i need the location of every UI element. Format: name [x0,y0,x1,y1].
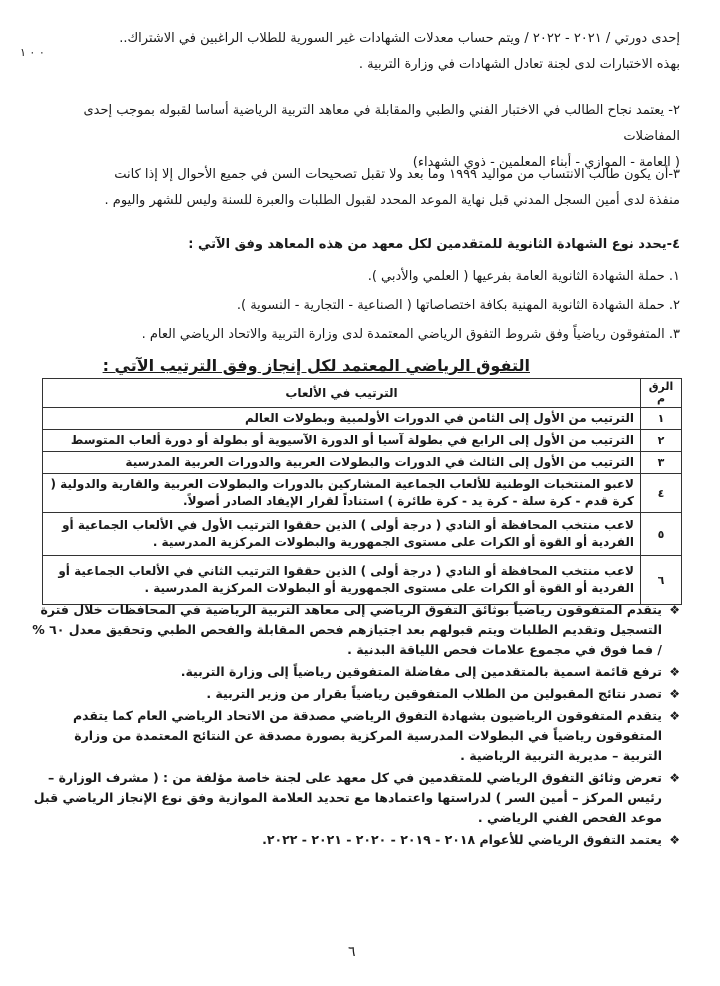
row-description: لاعب منتخب المحافظة أو النادي ( درجة أولى ) الذين حققوا الترتيب الثاني في الألعاب الجماعية أو الفردية أو القوة أو الكرات على مستوى الجمهورية أو البطولات المركزية المدرسية . [43,556,641,605]
table-title: التفوق الرياضي المعتمد لكل إنجاز وفق الترتيب الآتي : [102,356,530,375]
row-description: الترتيب من الأول إلى الثامن في الدورات الأولمبية وبطولات العالم [43,408,641,430]
row-number: ٥ [641,513,682,556]
table-row [43,408,682,430]
row-description: الترتيب من الأول إلى الثالث في الدورات والبطولات العربية والدورات العربية المدرسية [43,452,641,474]
item-2-line-1: ٢- يعتمد نجاح الطالب في الاختبار الفني والطبي والمقابلة في معاهد التربية الرياضية أساسا لقبوله بموجب إحدى المفاضلات [83,103,680,144]
table-row [43,474,682,513]
diamond-bullet-icon: ❖ [669,687,680,701]
certificate-types-list [30,262,680,349]
row-number: ٢ [641,430,682,452]
table-row [43,556,682,605]
list-item: ٢. حملة الشهادة الثانوية المهنية بكافة اختصاصاتها ( الصناعية - التجارية - النسوية ). [236,298,680,313]
item-4-heading: ٤-يحدد نوع الشهادة الثانوية للمتقدمين لكل معهد من هذه المعاهد وفق الآتي : [188,237,680,252]
item-3 [30,162,680,214]
bullet-item [32,706,680,766]
bullet-item [32,830,680,850]
diamond-bullet-icon: ❖ [669,709,680,723]
bullet-text: يتقدم المتفوقون الرياضيون بشهادة التفوق الرياضي مصدقة من الاتحاد الرياضي العام كما يتقدم المتفوقون رياضياً في البطولات المدرسية المركزية بصورة مصدقة عن النتائج المعتمدة من وزارة التربية – مديرية التربية الرياضية . [72,708,662,763]
intro-line-2: بهذه الاختبارات لدى لجنة تعادل الشهادات في وزارة التربية . [358,57,680,72]
row-number: ٦ [641,556,682,605]
diamond-bullet-icon: ❖ [669,771,680,785]
header-number-line-2: م [656,392,666,405]
row-description: الترتيب من الأول إلى الرابع في بطولة آسيا أو الدورة الآسيوية أو بطولة أو دورة ألعاب المتوسط [43,430,641,452]
list-item: ٣. المتفوقون رياضياً وفق شروط التفوق الرياضي المعتمدة لدى وزارة التربية والاتحاد الرياضي العام . [141,327,680,342]
header-description: الترتيب في الألعاب [43,379,641,408]
bullet-text: يتقدم المتفوقون رياضياً بوثائق التفوق الرياضي إلى معاهد التربية الرياضية في المحافظات خلال فترة التسجيل وتقديم الطلبات ويتم قبولهم بعد اجتيازهم فحص المقابلة والفحص الطبي وتحقيق معدل ٦٠ % / فما فوق في مجموع علامات فحص اللياقة البدنية . [32,602,662,657]
table-row [43,513,682,556]
intro-dots: ٠ ٠ ١ [20,46,45,59]
bullet-item [32,600,680,660]
table-row [43,452,682,474]
table-header-row [43,379,682,408]
row-number: ٤ [641,474,682,513]
header-number [641,379,682,408]
bullet-text: تصدر نتائج المقبولين من الطلاب المتفوقين رياضياً بقرار من وزير التربية . [206,686,662,701]
row-number: ١ [641,408,682,430]
diamond-bullet-icon: ❖ [669,603,680,617]
row-description: لاعب منتخب المحافظة أو النادي ( درجة أولى ) الذين حققوا الترتيب الأول في الألعاب الجماعية أو الفردية أو القوة أو الكرات على مستوى الجمهورية والبطولات المركزية المدرسية . [43,513,641,556]
intro-line-1: إحدى دورتي / ٢٠٢١ - ٢٠٢٢ / ويتم حساب معدلات الشهادات غير السورية للطلاب الراغبين في الاشتراك.. [119,31,680,46]
item-2-line-2: ( العامة - الموازي - أبناء المعلمين - ذوي الشهداء) [412,155,680,170]
diamond-bullet-icon: ❖ [669,833,680,847]
bullet-item [32,768,680,828]
bullet-text: تعرض وثائق التفوق الرياضي للمتقدمين في كل معهد على لجنة خاصة مؤلفة من : ( مشرف الوزارة – رئيس المركز – أمين السر ) لدراستها واعتمادها مع تحديد العلامة الموازية وفق نوع الإنجاز الرياضي قبل موعد الفحص الفني الرياضي . [33,770,662,825]
table-row [43,430,682,452]
bullet-item [32,684,680,704]
header-number-line-1: الرق [648,380,674,393]
item-3-line-2: منفذة لدى أمين السجل المدني قبل نهاية الموعد المحدد لقبول الطلبات والعبرة للسنة وليس للشهر واليوم . [104,193,680,208]
bullet-text: يعتمد التفوق الرياضي للأعوام ٢٠١٨ - ٢٠١٩ - ٢٠٢٠ - ٢٠٢١ - ٢٠٢٢. [262,832,662,847]
page-number: ٦ [348,944,356,960]
diamond-bullet-icon: ❖ [669,665,680,679]
row-number: ٣ [641,452,682,474]
list-item: ١. حملة الشهادة الثانوية العامة بفرعيها ( العلمي والأدبي ). [367,269,680,284]
intro-paragraph [20,26,680,78]
bullet-item [32,662,680,682]
ranking-table [42,378,682,605]
rules-bullet-list [32,600,680,852]
bullet-text: ترفع قائمة اسمية بالمتقدمين إلى مفاضلة المتفوقين رياضياً إلى وزارة التربية. [180,664,662,679]
row-description: لاعبو المنتخبات الوطنية للألعاب الجماعية المشاركين بالدورات والبطولات العربية والقارية والدولية ( كرة قدم - كرة سلة - كرة يد - كرة طائرة ) استناداً لقرار الإيفاد الصادر أصولاً. [43,474,641,513]
item-3-line-1: ٣-أن يكون طالب الانتساب من مواليد ١٩٩٩ وما بعد ولا تقبل تصحيحات السن في جميع الأحوال إلا إذا كانت [114,167,680,182]
